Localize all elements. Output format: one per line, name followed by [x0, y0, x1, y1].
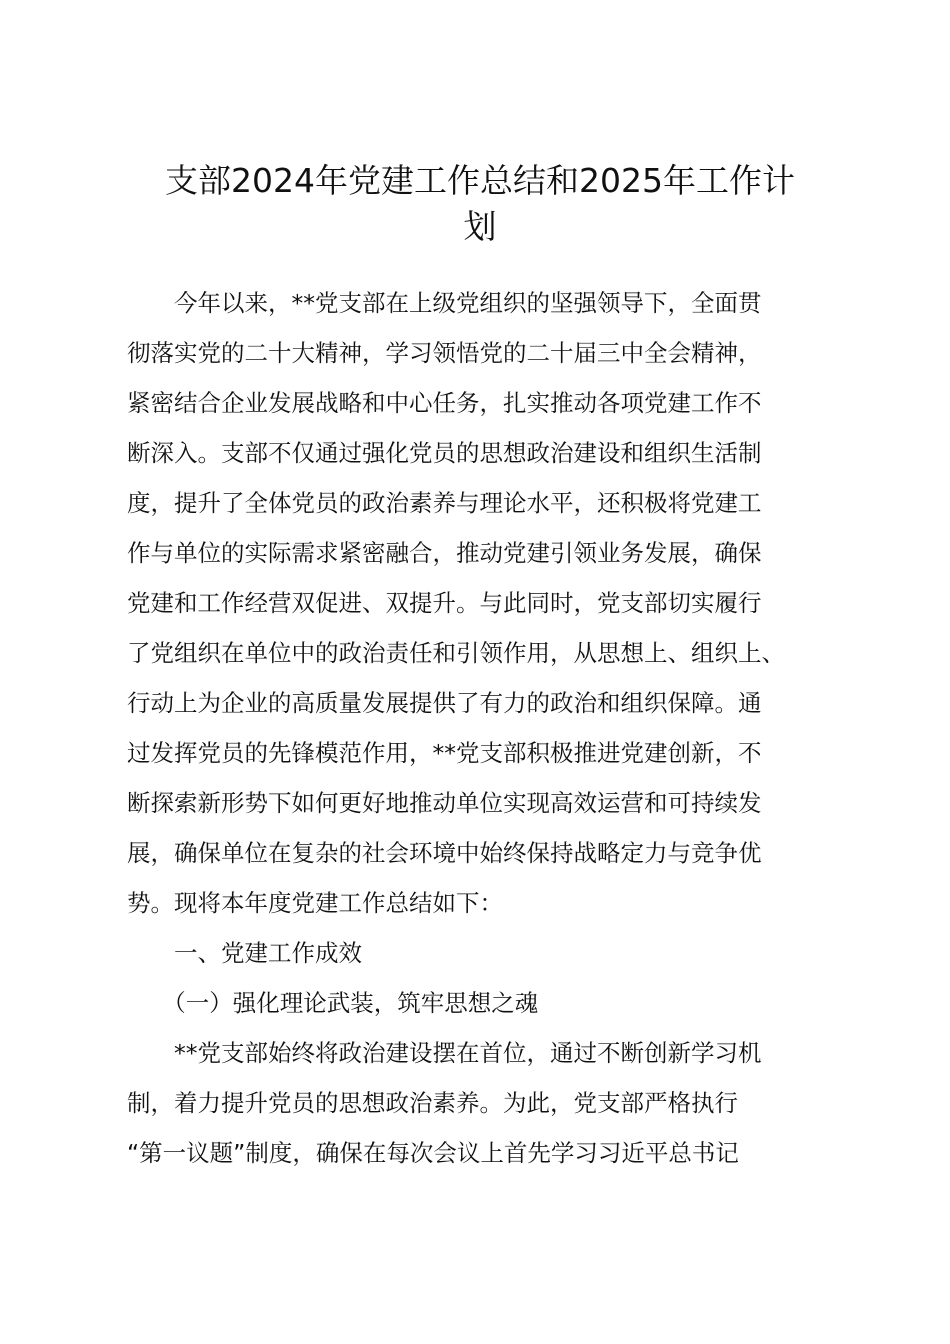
paragraph-line: 行动上为企业的高质量发展提供了有力的政治和组织保障。通 — [127, 689, 762, 717]
paragraph-line: 了党组织在单位中的政治责任和引领作用，从思想上、组织上、 — [127, 639, 785, 667]
paragraph-line: 作与单位的实际需求紧密融合，推动党建引领业务发展，确保 — [127, 539, 762, 567]
paragraph-line: 党建和工作经营双促进、双提升。与此同时，党支部切实履行 — [127, 589, 762, 617]
paragraph-line: 今年以来，**党支部在上级党组织的坚强领导下，全面贯 — [127, 289, 762, 317]
title-line-2: 划 — [463, 207, 497, 246]
paragraph-line: 断深入。支部不仅通过强化党员的思想政治建设和组织生活制 — [127, 439, 762, 467]
section-heading: 一、党建工作成效 — [127, 939, 362, 967]
paragraph-line: 展，确保单位在复杂的社会环境中始终保持战略定力与竞争优 — [127, 839, 762, 867]
paragraph-line: “第一议题”制度，确保在每次会议上首先学习习近平总书记 — [127, 1139, 739, 1167]
paragraph-line: 断探索新形势下如何更好地推动单位实现高效运营和可持续发 — [127, 789, 762, 817]
subsection-heading: （一）强化理论武装，筑牢思想之魂 — [127, 989, 539, 1017]
title-line-1: 支部2024年党建工作总结和2025年工作计 — [165, 161, 795, 200]
paragraph-line: **党支部始终将政治建设摆在首位，通过不断创新学习机 — [127, 1039, 762, 1067]
paragraph-line: 紧密结合企业发展战略和中心任务，扎实推动各项党建工作不 — [127, 389, 762, 417]
paragraph-line: 过发挥党员的先锋模范作用，**党支部积极推进党建创新，不 — [127, 739, 762, 767]
paragraph-line: 势。现将本年度党建工作总结如下： — [127, 889, 503, 917]
paragraph-line: 彻落实党的二十大精神，学习领悟党的二十届三中全会精神， — [127, 339, 762, 367]
document-title — [120, 158, 840, 250]
paragraph-line: 度，提升了全体党员的政治素养与理论水平，还积极将党建工 — [127, 489, 762, 517]
paragraph-line: 制，着力提升党员的思想政治素养。为此，党支部严格执行 — [127, 1089, 738, 1117]
